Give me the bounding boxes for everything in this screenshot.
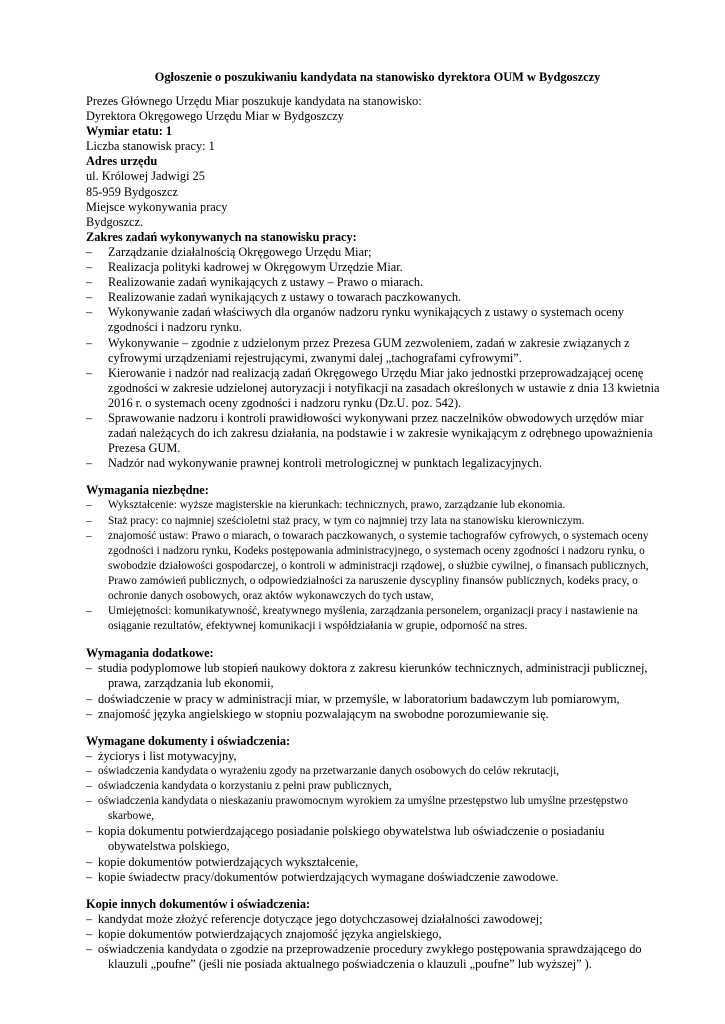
niezbedne-list [86,498,675,634]
spacer [86,471,675,483]
list-item: – kandydat może złożyć referencje dotyczące jego dotychczasowej działalności zawodowej; [86,912,675,927]
intro-line-2: Dyrektora Okręgowego Urzędu Miar w Bydgoszczy [86,109,344,124]
list-item: – znajomość języka angielskiego w stopniu pozwalającym na swobodne porozumiewanie się. [86,707,675,722]
liczba-stanowisk: Liczba stanowisk pracy: 1 [86,139,215,154]
list-item: – kopie dokumentów potwierdzających znajomość języka angielskiego, [86,927,675,942]
list-item: – Umiejętności: komunikatywność, kreatywnego myślenia, zarządzania personelem, organizacji pracy i nastawienie na osiąganie rezultatów, efektywnej komunikacji i współdziałania w grupie, odporność na stres. [86,604,675,634]
miejsce-label: Miejsce wykonywania pracy [86,199,228,214]
list-item: – Wykonywanie zadań właściwych dla organów nadzoru rynku wynikających z ustawy o systemach oceny zgodności i nadzoru rynku. [86,305,675,335]
list-item: – kopia dokumentu potwierdzającego posiadanie polskiego obywatelstwa lub oświadczenie o posiadaniu obywatelstwa polskiego, [86,824,675,854]
adres-city: 85-959 Bydgoszcz [86,184,178,199]
dokumenty-section [86,734,675,885]
niezbedne-section [86,483,675,634]
list-item: – Kierowanie i nadzór nad realizacją zadań Okręgowego Urzędu Miar jako jednostki przeprowadzającej ocenę zgodności w zakresie udzielonej autoryzacji i notyfikacji na zasadach określonych w ustawie z dnia 13 kwietnia 2016 r. o systemach oceny zgodności i nadzoru rynku (Dz.U. poz. 542). [86,366,675,411]
document-title: Ogłoszenie o poszukiwaniu kandydata na stanowisko dyrektora OUM w Bydgoszczy [154,70,601,84]
list-item: – Realizowanie zadań wynikających z ustawy – Prawo o miarach. [86,275,675,290]
intro-line-1: Prezes Głównego Urzędu Miar poszukuje kandydata na stanowisko: [86,94,422,108]
kopie-list [86,912,675,972]
spacer [86,885,675,897]
list-item: – kopie dokumentów potwierdzających wykształcenie, [86,855,675,870]
dodatkowe-list [86,661,675,721]
zakres-heading: Zakres zadań wykonywanych na stanowisku pracy: [86,229,357,244]
wymiar-etatu: Wymiar etatu: 1 [86,124,173,139]
kopie-section [86,897,675,972]
dokumenty-heading: Wymagane dokumenty i oświadczenia: [86,733,291,748]
list-item: – Sprawowanie nadzoru i kontroli prawidłowości wykonywani przez naczelników obwodowych urzędów miar zadań należących do ich zakresu działania, na podstawie i w zakresie wynikającym z odrębnego upoważnienia Prezesa GUM. [86,411,675,456]
list-item: – oświadczenia kandydata o zgodzie na przeprowadzenie procedury zwykłego postępowania sprawdzającego do klauzuli „poufne” (jeśli nie posiada aktualnego poświadczenia o klauzuli „poufne” lub wyższej” ). [86,942,675,972]
niezbedne-heading: Wymagania niezbędne: [86,483,209,498]
kopie-heading: Kopie innych dokumentów i oświadczenia: [86,896,311,911]
spacer [86,722,675,734]
adres-heading: Adres urzędu [86,154,158,169]
zakres-section [86,230,675,472]
list-item: – znajomość ustaw: Prawo o miarach, o towarach paczkowanych, o systemie tachografów cyfrowych, o systemach oceny zgodności i nadzoru rynku, Kodeks postępowania administracyjnego, o systemach oceny zgodności i nadzoru rynku, o swobodzie działowości gospodarczej, o kontroli w administracji rządowej, o służbie cywilnej, o finansach publicznych, Prawo zamówień publicznych, o odpowiedzialności za naruszenie dyscypliny finansów publicznych, kodeks pracy, o ochronie danych osobowych, oraz aktów wykonawczych do tych ustaw, [86,529,675,604]
dokumenty-list [86,749,675,885]
intro-section [86,94,675,230]
list-item: – życiorys i list motywacyjny, [86,749,675,764]
dodatkowe-heading: Wymagania dodatkowe: [86,646,214,661]
list-item: – studia podyplomowe lub stopień naukowy doktora z zakresu kierunków technicznych, administracji publicznej, prawa, zarządzania lub ekonomii, [86,661,675,691]
adres-street: ul. Królowej Jadwigi 25 [86,169,205,184]
list-item: – Wykonywanie – zgodnie z udzielonym przez Prezesa GUM zezwoleniem, zadań w zakresie związanych z cyfrowymi urządzeniami rejestrującymi, zwanymi dalej „tachografami cyfrowymi”. [86,336,675,366]
list-item: – Zarządzanie działalnością Okręgowego Urzędu Miar; [86,245,675,260]
list-item: – oświadczenia kandydata o nieskazaniu prawomocnym wyrokiem za umyślne przestępstwo lub umyślne przestępstwo skarbowe, [86,794,675,824]
list-item: – Nadzór nad wykonywanie prawnej kontroli metrologicznej w punktach legalizacyjnych. [86,456,675,471]
list-item: – doświadczenie w pracy w administracji miar, w przemyśle, w laboratorium badawczym lub pomiarowym, [86,692,675,707]
spacer [86,634,675,646]
list-item: – Realizacja polityki kadrowej w Okręgowym Urzędzie Miar. [86,260,675,275]
list-item: – kopie świadectw pracy/dokumentów potwierdzających wymagane doświadczenie zawodowe. [86,870,675,885]
zakres-list [86,245,675,471]
list-item: – Wykształcenie: wyższe magisterskie na kierunkach: technicznych, prawo, zarządzanie lub ekonomia. [86,498,675,513]
list-item: – Staż pracy: co najmniej sześcioletni staż pracy, w tym co najmniej trzy lata na stanowisku kierowniczym. [86,514,675,529]
list-item: – Realizowanie zadań wynikających z ustawy o towarach paczkowanych. [86,290,675,305]
list-item: – oświadczenia kandydata o wyrażeniu zgody na przetwarzanie danych osobowych do celów rekrutacji, [86,764,675,779]
miejsce-value: Bydgoszcz. [86,214,144,229]
list-item: – oświadczenia kandydata o korzystaniu z pełni praw publicznych, [86,779,675,794]
dodatkowe-section [86,646,675,721]
